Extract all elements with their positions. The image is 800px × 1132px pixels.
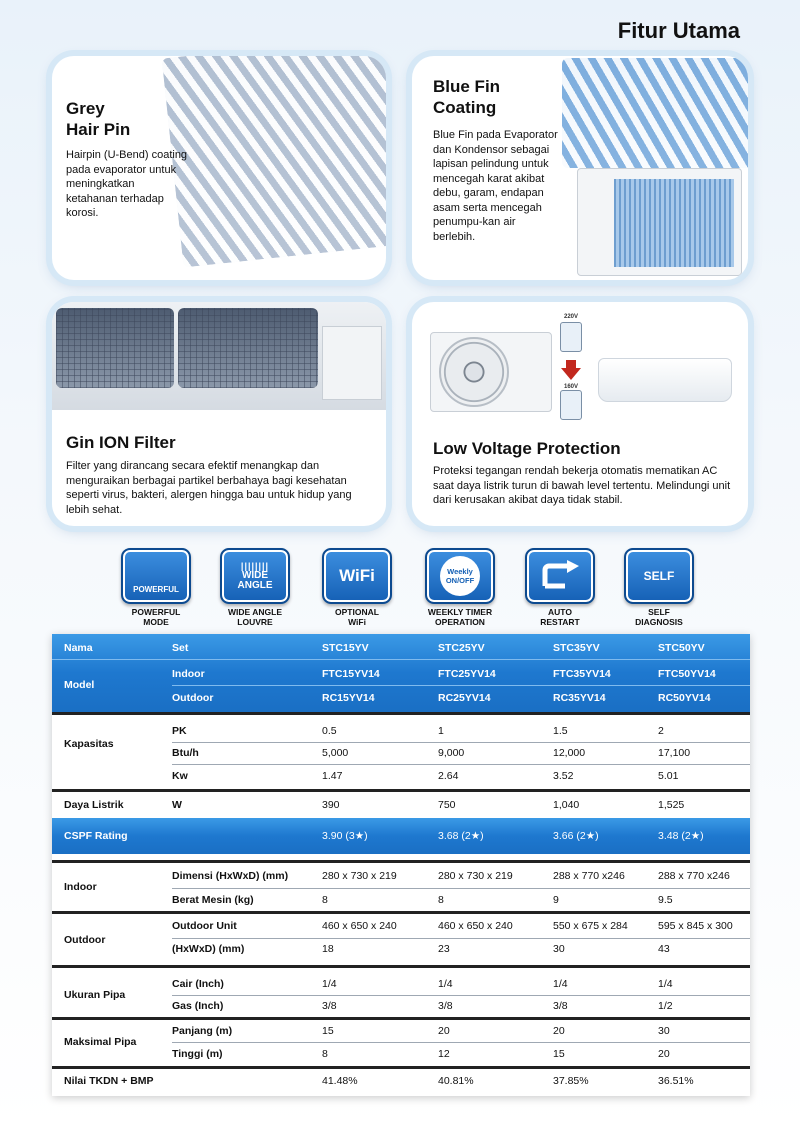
table-cell: 3/8 [438, 1000, 453, 1012]
table-cell: 3/8 [322, 1000, 337, 1012]
table-cell: 288 x 770 x246 [658, 870, 730, 882]
table-cell: 17,100 [658, 747, 691, 759]
table-cell: 3.68 (2★) [438, 830, 484, 842]
feature-card-low-voltage [412, 302, 748, 526]
table-cell: 750 [438, 799, 456, 811]
row-label-outdoor: Outdoor [64, 934, 106, 946]
table-cell: 3.48 (2★) [658, 830, 704, 842]
sub-label: Berat Mesin (kg) [172, 894, 254, 906]
feature-card-gin-ion-filter [52, 302, 386, 526]
row-label-cspf: CSPF Rating [64, 830, 128, 842]
table-cell: 43 [658, 943, 670, 955]
table-cell: 5,000 [322, 747, 349, 759]
table-cell: 12,000 [553, 747, 586, 759]
table-cell: 280 x 730 x 219 [322, 870, 397, 882]
auto-restart-icon [525, 548, 595, 604]
header-indoor: Indoor [172, 668, 205, 680]
icon-caption: OPTIONAL WiFi [335, 607, 379, 627]
indoor-model: FTC50YV14 [658, 668, 716, 680]
table-cell: 9 [553, 894, 559, 906]
table-cell: 280 x 730 x 219 [438, 870, 513, 882]
row-label-ukuran-pipa: Ukuran Pipa [64, 989, 126, 1001]
feature-card-blue-fin [412, 56, 748, 280]
outdoor-model: RC35YV14 [553, 692, 606, 704]
table-cell: 595 x 845 x 300 [658, 920, 733, 932]
icon-caption: POWERFUL MODE [131, 607, 181, 627]
table-cell: 18 [322, 943, 334, 955]
table-cell: 3/8 [553, 1000, 568, 1012]
table-cell: 20 [553, 1025, 565, 1037]
table-cell: 460 x 650 x 240 [322, 920, 397, 932]
table-cell: 37.85% [553, 1075, 589, 1087]
weekly-timer-icon: Weekly ON/OFF [425, 548, 495, 604]
table-cell: 390 [322, 799, 340, 811]
header-set: Set [172, 642, 189, 654]
table-header [52, 634, 750, 712]
table-cell: 550 x 675 x 284 [553, 920, 628, 932]
table-cell: 30 [658, 1025, 670, 1037]
header-model: Model [64, 679, 95, 691]
table-cell: 1/4 [553, 978, 568, 990]
table-cell: 41.48% [322, 1075, 358, 1087]
voltage-high-label: 220V [564, 314, 579, 320]
table-cell: 15 [322, 1025, 334, 1037]
icon-caption: WEEKLY TIMER OPERATION [427, 607, 493, 627]
table-cell: 1 [438, 725, 444, 737]
table-cell: 1/4 [438, 978, 453, 990]
table-cell: 23 [438, 943, 450, 955]
table-cell: 460 x 650 x 240 [438, 920, 513, 932]
sub-label: Dimensi (HxWxD) (mm) [172, 870, 289, 882]
set-model: STC25YV [438, 642, 485, 654]
set-model: STC50YV [658, 642, 705, 654]
table-cell: 30 [553, 943, 565, 955]
sub-label: PK [172, 725, 187, 737]
table-cell: 1/4 [322, 978, 337, 990]
sub-label: W [172, 799, 182, 811]
table-cell: 8 [438, 894, 444, 906]
thermometer-low-icon [560, 390, 582, 420]
voltage-low-label: 160V [564, 384, 579, 390]
sub-label: Tinggi (m) [172, 1048, 223, 1060]
sub-label: Cair (Inch) [172, 978, 224, 990]
feature-description: Blue Fin pada Evaporator dan Kondensor sebagai lapisan pelindung untuk mencegah karat akibat debu, garam, endapan asam serta mencegah penumpu-kan air berlebih. [433, 129, 558, 243]
feature-description: Filter yang dirancang secara efektif menangkap dan menguraikan berbagai partikel berbahaya bagi kesehatan seperti virus, bakteri, alergen hingga bau untuk hidup yang lebih sehat. [66, 460, 352, 516]
table-cell: 1/2 [658, 1000, 673, 1012]
self-diagnosis-icon: SELF [624, 548, 694, 604]
cspf-row [52, 818, 750, 854]
indoor-model: FTC35YV14 [553, 668, 611, 680]
table-cell: 1,525 [658, 799, 685, 811]
table-cell: 20 [658, 1048, 670, 1060]
table-cell: 3.90 (3★) [322, 830, 368, 842]
feature-title: Gin ION Filter [66, 433, 176, 452]
indoor-model: FTC25YV14 [438, 668, 496, 680]
table-cell: 8 [322, 894, 328, 906]
table-cell: 1.47 [322, 770, 343, 782]
table-cell: 1.5 [553, 725, 568, 737]
table-cell: 2.64 [438, 770, 459, 782]
set-model: STC35YV [553, 642, 600, 654]
icon-caption: WIDE ANGLE LOUVRE [228, 607, 282, 627]
set-model: STC15YV [322, 642, 369, 654]
down-arrow-icon [566, 360, 576, 368]
feature-description: Proteksi tegangan rendah bekerja otomatis mematikan AC saat daya listrik turun di bawah level tertentu. Melindungi unit dari kerusakan akibat daya tidak stabil. [433, 465, 731, 506]
sub-label: Btu/h [172, 747, 199, 759]
feature-description: Hairpin (U-Bend) coating pada evaporator untuk meningkatkan ketahanan terhadap korosi. [66, 149, 188, 219]
feature-title: Blue Fin Coating [433, 77, 501, 117]
table-cell: 0.5 [322, 725, 337, 737]
icon-caption: AUTO RESTART [540, 607, 580, 627]
powerful-mode-icon: POWERFUL [121, 548, 191, 604]
feature-title: Low Voltage Protection [433, 439, 621, 458]
table-cell: 15 [553, 1048, 565, 1060]
sub-label: Outdoor Unit [172, 920, 237, 932]
table-cell: 2 [658, 725, 664, 737]
table-cell: 288 x 770 x246 [553, 870, 625, 882]
table-cell: 3.66 (2★) [553, 830, 599, 842]
table-cell: 20 [438, 1025, 450, 1037]
table-cell: 9.5 [658, 894, 673, 906]
header-outdoor: Outdoor [172, 692, 214, 704]
table-cell: 1,040 [553, 799, 580, 811]
wide-angle-icon: |||||||| WIDE ANGLE [220, 548, 290, 604]
table-cell: 12 [438, 1048, 450, 1060]
outdoor-model: RC15YV14 [322, 692, 375, 704]
outdoor-model: RC50YV14 [658, 692, 711, 704]
sub-label: Gas (Inch) [172, 1000, 224, 1012]
table-cell: 40.81% [438, 1075, 474, 1087]
feature-title: Grey Hair Pin [66, 99, 131, 139]
header-nama: Nama [64, 642, 93, 654]
sub-label: Kw [172, 770, 188, 782]
row-label-daya: Daya Listrik [64, 799, 124, 811]
table-cell: 1/4 [658, 978, 673, 990]
table-cell: 5.01 [658, 770, 679, 782]
table-cell: 36.51% [658, 1075, 694, 1087]
sub-label: (HxWxD) (mm) [172, 943, 245, 955]
sub-label: Panjang (m) [172, 1025, 233, 1037]
table-cell: 8 [322, 1048, 328, 1060]
icon-caption: SELF DIAGNOSIS [635, 607, 683, 627]
table-cell: 9,000 [438, 747, 465, 759]
feature-card-grey-hair-pin [52, 56, 386, 280]
outdoor-model: RC25YV14 [438, 692, 491, 704]
thermometer-high-icon [560, 322, 582, 352]
row-label-kapasitas: Kapasitas [64, 738, 114, 750]
table-cell: 3.52 [553, 770, 574, 782]
row-label-tkdn: Nilai TKDN + BMP [64, 1075, 154, 1087]
row-label-maksimal-pipa: Maksimal Pipa [64, 1036, 137, 1048]
wifi-icon: WiFi [322, 548, 392, 604]
page-title: Fitur Utama [617, 18, 740, 43]
indoor-model: FTC15YV14 [322, 668, 380, 680]
row-label-indoor: Indoor [64, 881, 97, 893]
